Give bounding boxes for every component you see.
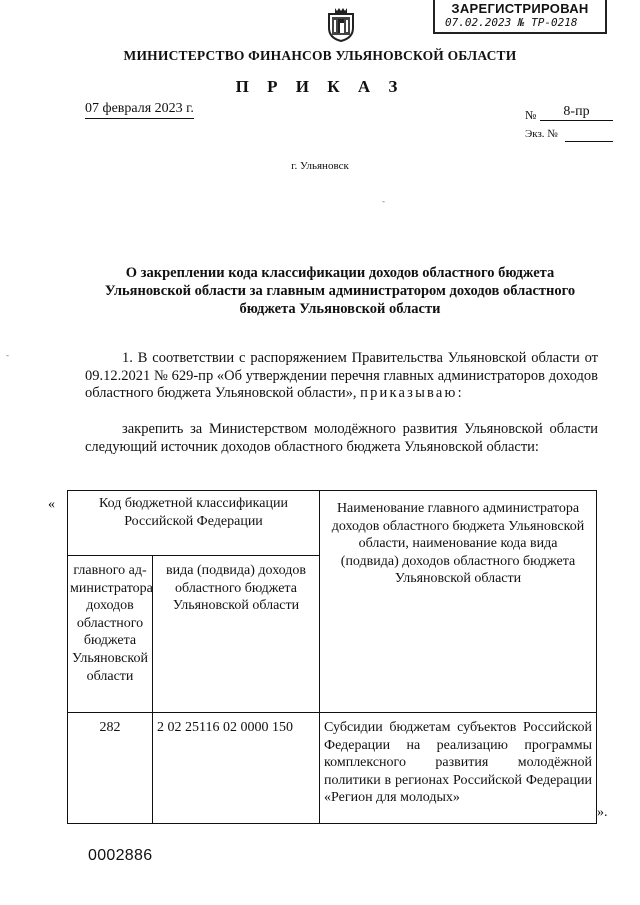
document-number: 8-пр (540, 104, 613, 121)
budget-classification-table (67, 490, 597, 824)
income-name-cell: Субсидии бюджетам субъектов Российской Федерации на реализацию программы комплексного развития молодёжной политики в регионах Российской Федерации «Регион для молодых» (320, 713, 597, 824)
header-name-cell: Наименование главного администратора доходов областного бюджета Ульяновской области, наименование кода вида (подвида) доходов областного бюджета Ульяновской области (320, 491, 597, 713)
stamp-title: ЗАРЕГИСТРИРОВАН (451, 1, 589, 16)
scan-speck: - (6, 350, 9, 360)
coat-of-arms-icon (326, 6, 356, 42)
admin-code-cell: 282 (68, 713, 153, 824)
quote-open: « (48, 497, 55, 512)
prikazyvayu-word: приказываю: (360, 385, 464, 402)
paragraph-1 (85, 350, 598, 403)
copy-number-line (565, 141, 613, 142)
paragraph-1-text: 1. В соответствии с распоряжением Правительства Ульяновской области от 09.12.2021 № 629-пр «Об утверждении перечня главных администраторов доходов областного бюджета Ульяновской области», (85, 350, 598, 402)
header-admin-code-cell: главного ад-министратора доходов областного бюджета Ульяновской области (68, 556, 153, 713)
table-header-row (68, 491, 597, 556)
ministry-name: МИНИСТЕРСТВО ФИНАНСОВ УЛЬЯНОВСКОЙ ОБЛАСТИ (123, 48, 517, 63)
paragraph-2: закрепить за Министерством молодёжного развития Ульяновской области следующий источник доходов областного бюджета Ульяновской области: (85, 421, 598, 455)
table-row (68, 713, 597, 824)
income-code-cell: 2 02 25116 02 0000 150 (153, 713, 320, 824)
document-date: 07 февраля 2023 г. (85, 101, 194, 119)
copy-number-label: Экз. № (525, 128, 558, 140)
number-label: № (525, 108, 537, 122)
scan-speck: - (382, 196, 385, 206)
city: г. Ульяновск (291, 160, 349, 172)
document-title: О закреплении кода классификации доходов областного бюджета Ульяновской области за главным администратором доходов областного бюджета Ульяновской области (104, 265, 576, 317)
header-income-code-cell: вида (подвида) доходов областного бюджета Ульяновской области (153, 556, 320, 713)
stamp-registration-line: 07.02.2023 № ТР-0218 (445, 16, 597, 33)
quote-close: ». (597, 805, 608, 820)
document-type: П Р И К А З (235, 77, 405, 96)
header-group-cell: Код бюджетной классификации Российской Федерации (68, 491, 320, 556)
footer-document-number: 0002886 (88, 847, 153, 864)
registration-stamp (433, 0, 607, 34)
